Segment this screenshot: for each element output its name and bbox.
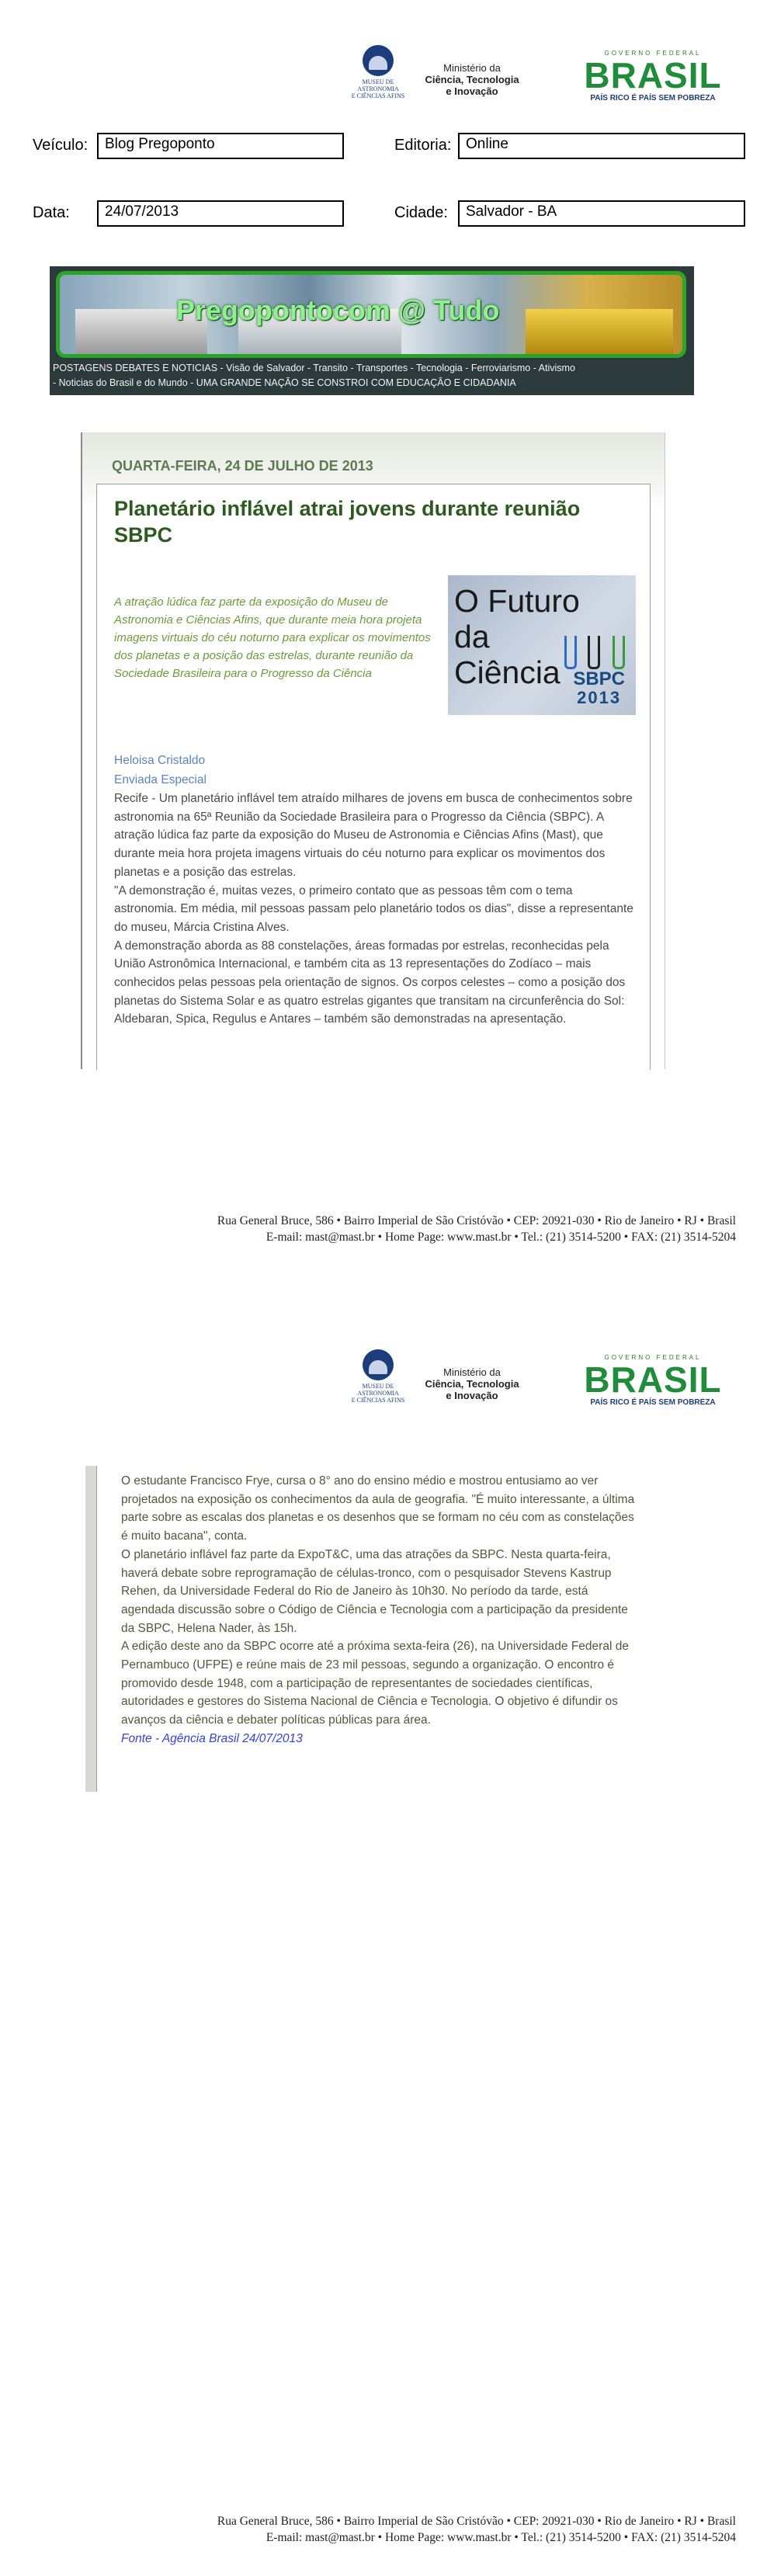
post-content bbox=[114, 790, 636, 1029]
post-date: QUARTA-FEIRA, 24 DE JULHO DE 2013 bbox=[112, 458, 373, 474]
cidade-label: Cidade: bbox=[394, 204, 448, 221]
test-tube-icon bbox=[564, 636, 577, 669]
microscope-icon bbox=[588, 636, 600, 669]
mast-name: MUSEU DE ASTRONOMIA bbox=[357, 1383, 399, 1397]
footer-page2 bbox=[109, 2513, 736, 2546]
post-lead: A atração lúdica faz parte da exposição do Museu de Astronomia e Ciências Afins, que durante meia hora projeta imagens virtuais do céu noturno para explicar os movimentos dos planetas e a posição das estrelas, durante reunião da Sociedade Brasileira para o Progresso da Ciência bbox=[114, 595, 431, 680]
image-line1: O Futuro bbox=[454, 583, 580, 619]
ministry-line2: Ciência, Tecnologia bbox=[425, 1378, 519, 1390]
mast-sub: E CIÊNCIAS AFINS bbox=[351, 1397, 405, 1404]
gov-slogan: PAÍS RICO É PAÍS SEM POBREZA bbox=[590, 1398, 716, 1407]
ministry-line3: e Inovação bbox=[446, 85, 498, 97]
flask-icon bbox=[613, 636, 625, 669]
banner-photo bbox=[56, 271, 686, 358]
data-field: 24/07/2013 bbox=[97, 200, 344, 227]
banner-nav-line1[interactable]: POSTAGENS DEBATES E NOTICIAS - Visão de Salvador - Transito - Transportes - Tecnologia - Ferroviarismo - Ativismo bbox=[53, 363, 575, 373]
paragraph: O planetário inflável faz parte da ExpoT&C, uma das atrações da SBPC. Nesta quarta-feira, haverá debate sobre reprogramação de células-tronco, com o pesquisador Stevens Kastrup Rehen, da Universidade Federal do Rio de Janeiro às 10h30. No período da tarde, está agendada discussão sobre o Código de Ciência e Tecnologia com a participação da presidente da SBPC, Helena Nader, às 15h. bbox=[121, 1547, 628, 1635]
veiculo-field: Blog Pregoponto bbox=[97, 133, 344, 159]
mast-logo bbox=[345, 45, 411, 99]
blog-banner[interactable] bbox=[50, 266, 694, 395]
image-line3: Ciência bbox=[454, 654, 560, 690]
veiculo-label: Veículo: bbox=[33, 137, 88, 154]
editoria-label: Editoria: bbox=[394, 137, 452, 154]
image-year: 2013 bbox=[577, 688, 622, 707]
mast-sub: E CIÊNCIAS AFINS bbox=[351, 92, 405, 99]
data-label: Data: bbox=[33, 204, 70, 221]
mast-logo bbox=[345, 1349, 411, 1404]
post-continuation bbox=[85, 1466, 655, 1792]
gov-top: GOVERNO FEDERAL bbox=[604, 1354, 702, 1361]
editoria-field: Online bbox=[458, 133, 745, 159]
footer-address: Rua General Bruce, 586 • Bairro Imperial de São Cristóvão • CEP: 20921-030 • Rio de Janeiro • RJ • Brasil bbox=[217, 1214, 736, 1227]
banner-nav-line2[interactable]: - Noticias do Brasil e do Mundo - UMA GRANDE NAÇÃO SE CONSTROI COM EDUCAÇÃO E CIDADANIA bbox=[53, 377, 516, 388]
blog-post-card bbox=[81, 432, 665, 1069]
footer-contact: E-mail: mast@mast.br • Home Page: www.mast.br • Tel.: (21) 3514-5200 • FAX: (21) 3514-5204 bbox=[266, 2531, 736, 2544]
continuation-text bbox=[121, 1472, 641, 1748]
post-body-box bbox=[96, 484, 651, 1070]
source-link[interactable]: Fonte - Agência Brasil 24/07/2013 bbox=[121, 1731, 303, 1745]
ministry-logo bbox=[418, 62, 526, 97]
image-badge: SBPC bbox=[573, 668, 625, 689]
paragraph: A demonstração aborda as 88 constelações, áreas formadas por estrelas, reconhecidas pela União Astronômica Internacional, e também cita as 13 representações do Zodíaco – mais conhecidos pelas pessoas pela orientação de signos. Os corpos celestes – como a posição dos planetas do Sistema Solar e as quatro estrelas gigantes que transitam na circunferência do Sol: Aldebaran, Spica, Regulus e Antares – também são demonstradas na apresentação. bbox=[114, 939, 626, 1026]
ministry-line2: Ciência, Tecnologia bbox=[425, 74, 519, 85]
paragraph: A edição deste ano da SBPC ocorre até a próxima sexta-feira (26), na Universidade Federal de Pernambuco (UFPE) e reúne mais de 23 mil pessoas, segundo a organização. O encontro é promovido desde 1948, com a participação de representantes de sociedades científicas, autoridades e gestores do Sistema Nacional de Ciência e Tecnologia. O objetivo é difundir os avanços da ciência e debater políticas públicas para área. bbox=[121, 1640, 629, 1727]
paragraph: "A demonstração é, muitas vezes, o primeiro contato que as pessoas têm com o tema astronomia. Em média, mil pessoas passam pelo planetário todos os dias", disse a representante do museu, Márcia Cristina Alves. bbox=[114, 884, 633, 934]
footer-contact: E-mail: mast@mast.br • Home Page: www.mast.br • Tel.: (21) 3514-5200 • FAX: (21) 3514-5204 bbox=[266, 1231, 736, 1244]
banner-title[interactable]: Pregopontocom @ Tudo bbox=[176, 294, 500, 326]
post-role: Enviada Especial bbox=[114, 773, 206, 786]
ministry-line1: Ministério da bbox=[443, 62, 501, 74]
cidade-field: Salvador - BA bbox=[458, 200, 745, 227]
footer-page1 bbox=[109, 1213, 736, 1245]
post-author[interactable]: Heloisa Cristaldo bbox=[114, 754, 206, 767]
paragraph: Recife - Um planetário inflável tem atraído milhares de jovens em busca de conhecimentos sobre astronomia na 65ª Reunião da Sociedade Brasileira para o Progresso da Ciência (SBPC). A atração lúdica faz parte da exposição do Museu de Astronomia e Ciências Afins (Mast), que durante meia hora projeta imagens virtuais do céu noturno para explicar os movimentos dos planetas e a posição das estrelas. bbox=[114, 792, 633, 879]
gov-brasil-logo bbox=[571, 1354, 734, 1407]
observatory-icon bbox=[363, 1349, 394, 1380]
footer-address: Rua General Bruce, 586 • Bairro Imperial de São Cristóvão • CEP: 20921-030 • Rio de Janeiro • RJ • Brasil bbox=[217, 2515, 736, 2528]
brasil-word: BRASIL bbox=[584, 1359, 722, 1400]
ministry-logo bbox=[418, 1366, 526, 1401]
paragraph: O estudante Francisco Frye, cursa o 8° ano do ensino médio e mostrou entusiamo ao ver projetados na exposição os conhecimentos da aula de geografia. "É muito interessante, a última parte sobre as escalas dos planetas e os desenhos que se formam no céu com as constelações é muito bacana", conta. bbox=[121, 1474, 635, 1543]
observatory-icon bbox=[363, 45, 394, 76]
post-title[interactable]: Planetário inflável atrai jovens durante reunião SBPC bbox=[114, 497, 581, 547]
ministry-line3: e Inovação bbox=[446, 1390, 498, 1401]
image-line2: da bbox=[454, 619, 490, 654]
ministry-line1: Ministério da bbox=[443, 1366, 501, 1378]
gov-slogan: PAÍS RICO É PAÍS SEM POBREZA bbox=[590, 94, 716, 102]
brasil-word: BRASIL bbox=[584, 55, 722, 95]
mast-name: MUSEU DE ASTRONOMIA bbox=[357, 78, 399, 92]
futuro-da-ciencia-image bbox=[448, 575, 636, 715]
gov-brasil-logo bbox=[571, 50, 734, 102]
gov-top: GOVERNO FEDERAL bbox=[604, 50, 702, 57]
